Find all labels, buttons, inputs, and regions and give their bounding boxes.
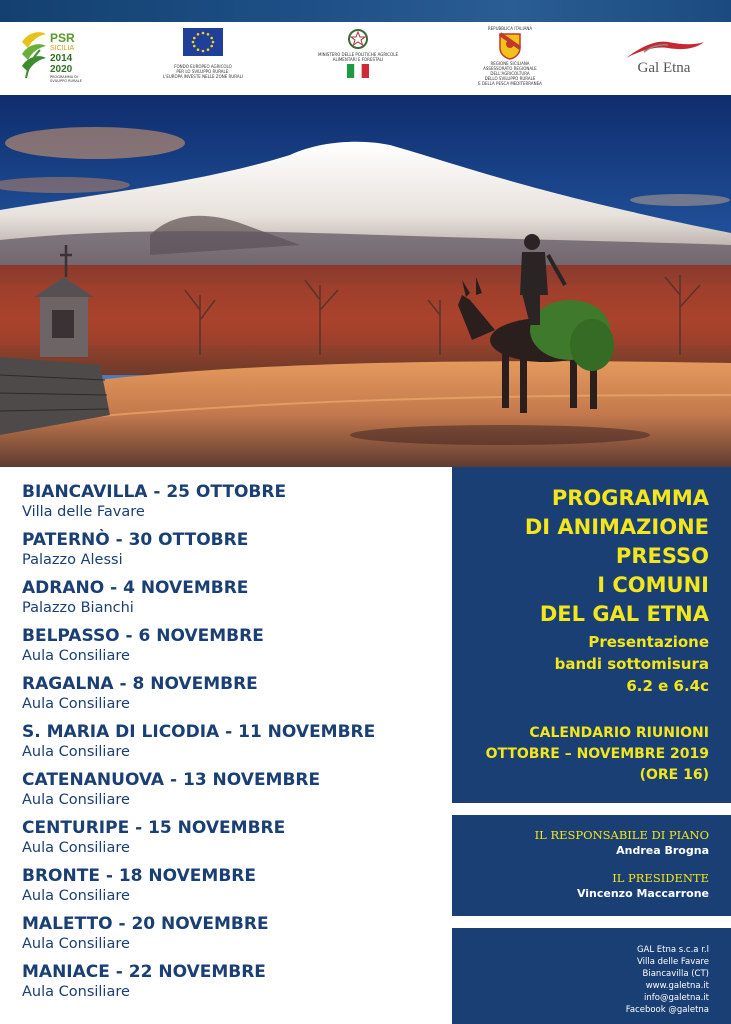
psr-sicilia-logo (18, 28, 88, 90)
region-caption: REGIONE SICILIANA ASSESSORATO REGIONALE DELL'AGRICOLTURA DELLO SVILUPPO RURALE E DELLA PESCA MEDITERRANEA (478, 61, 542, 86)
event-title: CENTURIPE - 15 NOVEMBRE (22, 818, 286, 838)
event-venue: Aula Consiliare (22, 840, 130, 856)
event-title: S. MARIA DI LICODIA - 11 NOVEMBRE (22, 722, 376, 742)
ministry-logo (312, 28, 404, 90)
calendar-info (486, 723, 709, 786)
years-end: 2020 (50, 64, 73, 75)
italian-emblem-icon (347, 28, 369, 50)
eu-logo (158, 28, 248, 90)
event-title: RAGALNA - 8 NOVEMBRE (22, 674, 258, 694)
leaf-icon (18, 28, 48, 86)
program-title (525, 484, 709, 629)
event-title: PATERNÒ - 30 OTTOBRE (22, 530, 249, 550)
sicilia-text: SICILIA (50, 45, 75, 52)
event-venue: Aula Consiliare (22, 696, 130, 712)
contact-line: Villa delle Favare (637, 957, 709, 967)
program-subtitle-line: Presentazione (588, 633, 709, 651)
list-item (22, 530, 442, 578)
program-subtitle-line: bandi sottomisura (554, 655, 709, 673)
contacts-panel (452, 928, 731, 1024)
contact-line: GAL Etna s.c.a r.l (636, 945, 709, 955)
eu-flag-icon (183, 28, 223, 56)
psr-caption: PROGRAMMA DI SVILUPPO RURALE (50, 75, 82, 83)
eu-caption: FONDO EUROPEO AGRICOLO PER LO SVILUPPO RURALE: L'EUROPA INVESTE NELLE ZONE RURALI (162, 64, 243, 79)
event-title: BELPASSO - 6 NOVEMBRE (22, 626, 264, 646)
list-item (22, 866, 442, 914)
contact-line: Biancavilla (CT) (642, 969, 709, 979)
program-subtitle (555, 631, 709, 697)
list-item (22, 578, 442, 626)
calendar-line: (ORE 16) (639, 767, 709, 783)
event-list (22, 482, 442, 1010)
event-venue: Aula Consiliare (22, 984, 130, 1000)
event-title: CATENANUOVA - 13 NOVEMBRE (22, 770, 321, 790)
gal-etna-logo (618, 28, 710, 90)
list-item (22, 626, 442, 674)
program-title-line: DI ANIMAZIONE (524, 515, 709, 539)
event-venue: Palazzo Alessi (22, 552, 123, 568)
ministry-caption: MINISTERO DELLE POLITICHE AGRICOLE ALIMENTARI E FORESTALI (318, 52, 398, 62)
name-responsabile: Andrea Brogna (616, 844, 709, 857)
name-presidente: Vincenzo Maccarrone (576, 887, 709, 900)
program-title-line: PRESSO (615, 544, 709, 568)
list-item (22, 914, 442, 962)
etna-landscape-image (0, 95, 731, 467)
event-venue: Aula Consiliare (22, 792, 130, 808)
psr-text: PSR (50, 31, 75, 45)
etna-hero-photo (0, 95, 731, 467)
program-subtitle-line: 6.2 e 6.4c (626, 677, 709, 695)
website-link[interactable]: www.galetna.it (645, 981, 709, 991)
event-venue: Aula Consiliare (22, 888, 130, 904)
event-title: ADRANO - 4 NOVEMBRE (22, 578, 249, 598)
signatures-panel (452, 815, 731, 916)
program-panel (452, 467, 731, 803)
gal-etna-name: Gal Etna (637, 60, 691, 76)
program-title-line: PROGRAMMA (551, 486, 709, 510)
event-venue: Aula Consiliare (22, 744, 130, 760)
trinacria-shield-icon (498, 32, 522, 60)
years-start: 2014 (50, 53, 73, 64)
contact-info (626, 944, 709, 1016)
email-link[interactable]: info@galetna.it (644, 993, 709, 1003)
list-item (22, 770, 442, 818)
program-title-line: DEL GAL ETNA (539, 602, 709, 626)
program-title-line: I COMUNI (597, 573, 709, 597)
calendar-line: CALENDARIO RIUNIONI (529, 725, 709, 741)
italian-flag-icon (347, 64, 369, 78)
list-item (22, 962, 442, 1010)
role-responsabile: IL RESPONSABILE DI PIANO (534, 828, 709, 842)
logo-strip (0, 22, 731, 95)
list-item (22, 674, 442, 722)
event-venue: Villa delle Favare (22, 504, 145, 520)
list-item (22, 482, 442, 530)
list-item (22, 818, 442, 866)
event-title: MANIACE - 22 NOVEMBRE (22, 962, 266, 982)
top-color-band (0, 0, 731, 22)
event-venue: Aula Consiliare (22, 936, 130, 952)
role-presidente: IL PRESIDENTE (612, 871, 709, 885)
event-title: MALETTO - 20 NOVEMBRE (22, 914, 269, 934)
calendar-line: OTTOBRE – NOVEMBRE 2019 (485, 746, 709, 762)
event-title: BIANCAVILLA - 25 OTTOBRE (22, 482, 287, 502)
repubblica-text: REPUBBLICA ITALIANA (487, 26, 533, 31)
list-item (22, 722, 442, 770)
event-title: BRONTE - 18 NOVEMBRE (22, 866, 256, 886)
etna-swoosh-icon (622, 36, 706, 62)
event-venue: Palazzo Bianchi (22, 600, 134, 616)
event-venue: Aula Consiliare (22, 648, 130, 664)
regione-sicilia-logo (468, 26, 552, 88)
facebook-link[interactable]: Facebook @galetna (625, 1005, 709, 1015)
